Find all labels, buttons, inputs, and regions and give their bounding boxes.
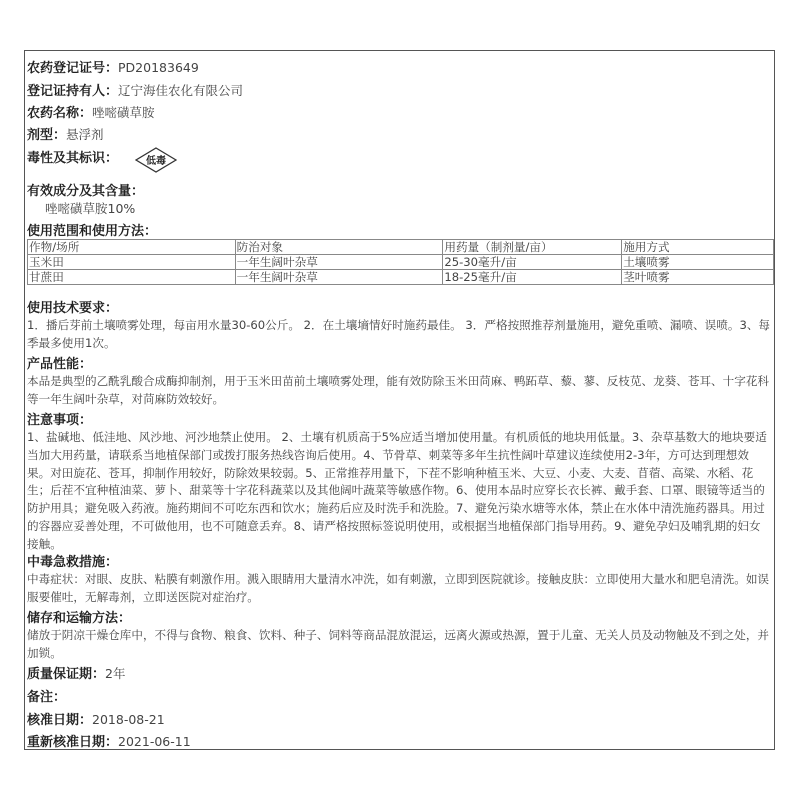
notes-label: 注意事项： xyxy=(27,413,93,428)
usage-table xyxy=(27,239,774,285)
reapproval-date-value: 2021-06-11 xyxy=(118,734,191,749)
pesticide-registration-document xyxy=(24,50,775,750)
holder-row xyxy=(27,80,243,99)
usage-cell: 茎叶喷雾 xyxy=(622,270,774,285)
toxicity-label: 毒性及其标识： xyxy=(27,151,119,166)
usage-cell: 土壤喷雾 xyxy=(622,255,774,270)
low-toxicity-badge-icon xyxy=(135,147,177,173)
tech-requirements-text: 1．播后芽前土壤喷雾处理，每亩用水量30-60公斤。 2．在土壤墒情好时施药最佳。 3．严格按照推荐剂量施用，避免重喷、漏喷、误喷。3、每季最多使用1次。 xyxy=(27,318,771,350)
storage-label: 储存和运输方法： xyxy=(27,611,132,626)
usage-header-cell: 施用方式 xyxy=(622,240,774,255)
active-ingredient-value: 唑嘧磺草胺10% xyxy=(45,201,136,216)
approval-date-row xyxy=(27,709,165,728)
performance-label: 产品性能： xyxy=(27,357,93,372)
tech-requirements-heading xyxy=(27,297,118,316)
usage-header-cell: 防治对象 xyxy=(235,240,443,255)
usage-table-header-row xyxy=(28,240,774,255)
usage-label: 使用范围和使用方法： xyxy=(27,224,158,239)
usage-cell: 玉米田 xyxy=(28,255,236,270)
storage-heading xyxy=(27,607,131,626)
formulation-value: 悬浮剂 xyxy=(66,127,104,142)
reapproval-date-label: 重新核准日期： xyxy=(27,735,119,750)
active-ingredient-heading xyxy=(27,180,144,199)
usage-table-row xyxy=(28,255,774,270)
notes-heading xyxy=(27,409,92,428)
notes-text: 1、盐碱地、低洼地、风沙地、河沙地禁止使用。 2、土壤有机质高于5%应适当增加使用量。有机质低的地块用低量。3、杂草基数大的地块要适当加大用药量，请联系当地植保部门或拨打服务热线咨询后使用。4、节骨草、刺菜等多年生抗性阔叶草建议连续使用2-3年，方可达到理想效果。对田旋花、苍耳，抑制作用较好，防除效果较弱。5、正常推荐用量下，下茬不影响种植玉米、大豆、小麦、大麦、苜蓿、高粱、水稻、花生；后茬不宜种植油菜、萝卜、甜菜等十字花科蔬菜以及其他阔叶蔬菜等敏感作物。6、使用本品时应穿长衣长裤、戴手套、口罩、眼镜等适当的防护用具；避免吸入药液。施药期间不可吃东西和饮水；施药后应及时洗手和洗脸。7、避免污染水塘等水体，禁止在水体中清洗施药器具。用过的容器应妥善处理，不可做他用，也不可随意丢弃。8、请严格按照标签说明使用，或根据当地植保部门指导用药。9、避免孕妇及哺乳期的妇女接触。 xyxy=(27,430,767,551)
first-aid-text: 中毒症状：对眼、皮肤、粘膜有刺激作用。溅入眼睛用大量清水冲洗，如有刺激，立即到医院就诊。接触皮肤：立即使用大量水和肥皂清洗。如误服要催吐，无解毒剂，立即送医院对症治疗。 xyxy=(27,572,770,604)
remarks-label: 备注： xyxy=(27,690,67,705)
approval-date-label: 核准日期： xyxy=(27,713,93,728)
performance-heading xyxy=(27,353,92,372)
reapproval-date-row xyxy=(27,731,191,750)
usage-cell: 甘蔗田 xyxy=(28,270,236,285)
warranty-value: 2年 xyxy=(105,666,126,681)
formulation-label: 剂型： xyxy=(27,128,67,143)
registration-number-label: 农药登记证号： xyxy=(27,61,119,76)
usage-header-cell: 用药量（制剂量/亩） xyxy=(443,240,622,255)
holder-value: 辽宁海佳农化有限公司 xyxy=(118,83,244,98)
first-aid-label: 中毒急救措施： xyxy=(27,555,119,570)
registration-number-row xyxy=(27,57,199,76)
usage-cell: 18-25毫升/亩 xyxy=(443,270,622,285)
warranty-row xyxy=(27,663,125,682)
warranty-label: 质量保证期： xyxy=(27,667,106,682)
storage-text: 储放于阴凉干燥仓库中，不得与食物、粮食、饮料、种子、饲料等商品混放混运，远离火源或热源，置于儿童、无关人员及动物触及不到之处，并加锁。 xyxy=(27,628,770,660)
pesticide-name-value: 唑嘧磺草胺 xyxy=(92,105,155,120)
usage-heading xyxy=(27,220,157,239)
usage-header-cell: 作物/场所 xyxy=(28,240,236,255)
approval-date-value: 2018-08-21 xyxy=(92,712,165,727)
toxicity-row xyxy=(27,147,118,166)
tech-requirements-label: 使用技术要求： xyxy=(27,301,119,316)
remarks-row xyxy=(27,686,66,705)
first-aid-heading xyxy=(27,551,118,570)
usage-table-row xyxy=(28,270,774,285)
usage-cell: 一年生阔叶杂草 xyxy=(235,270,443,285)
toxicity-badge-text: 低毒 xyxy=(146,156,166,167)
active-ingredient-label: 有效成分及其含量： xyxy=(27,184,145,199)
usage-cell: 一年生阔叶杂草 xyxy=(235,255,443,270)
usage-cell: 25-30毫升/亩 xyxy=(443,255,622,270)
registration-number-value: PD20183649 xyxy=(118,60,199,75)
holder-label: 登记证持有人： xyxy=(27,84,119,99)
pesticide-name-row xyxy=(27,102,155,121)
performance-text: 本品是典型的乙酰乳酸合成酶抑制剂，用于玉米田苗前土壤喷雾处理，能有效防除玉米田苘麻、鸭跖草、藜、蓼、反枝苋、龙葵、苍耳、十字花科等一年生阔叶杂草，对苘麻防效较好。 xyxy=(27,374,770,406)
pesticide-name-label: 农药名称： xyxy=(27,106,93,121)
formulation-row xyxy=(27,124,104,143)
